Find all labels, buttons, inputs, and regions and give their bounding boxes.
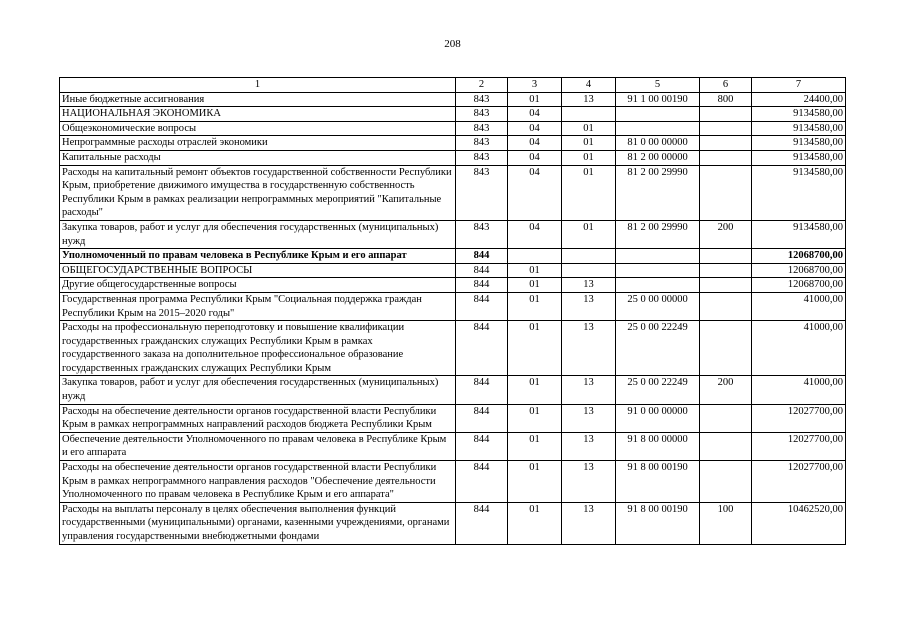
- department-code-cell: 843: [456, 150, 508, 165]
- subsection-cell: [562, 249, 616, 264]
- section-cell: 01: [508, 292, 562, 320]
- expense-type-cell: [700, 321, 752, 376]
- expense-name-cell: Расходы на профессиональную переподготовку и повышение квалификации государственных гражданских служащих Республики Крым в рамках государственного заказа на дополнительное профессиональное образование государственных гражданских служащих Республики Крым: [60, 321, 456, 376]
- column-number: 5: [616, 78, 700, 93]
- table-row: [60, 432, 846, 460]
- subsection-cell: 13: [562, 292, 616, 320]
- department-code-cell: 843: [456, 92, 508, 107]
- expense-name-cell: Расходы на капитальный ремонт объектов государственной собственности Республики Крым, приобретение движимого имущества в государственную собственность Республики Крым в рамках реализации непрограммных мероприятий "Капитальные расходы": [60, 165, 456, 220]
- department-code-cell: 844: [456, 263, 508, 278]
- section-cell: 04: [508, 121, 562, 136]
- target-article-cell: 91 8 00 00190: [616, 461, 700, 503]
- expense-name-cell: Другие общегосударственные вопросы: [60, 278, 456, 293]
- section-cell: 04: [508, 107, 562, 122]
- subsection-cell: 01: [562, 165, 616, 220]
- amount-cell: 41000,00: [752, 292, 846, 320]
- expense-type-cell: [700, 150, 752, 165]
- subsection-cell: 13: [562, 461, 616, 503]
- expense-type-cell: 100: [700, 502, 752, 544]
- section-cell: 01: [508, 376, 562, 404]
- amount-cell: 24400,00: [752, 92, 846, 107]
- target-article-cell: 81 2 00 00000: [616, 150, 700, 165]
- department-code-cell: 843: [456, 220, 508, 248]
- expense-type-cell: [700, 461, 752, 503]
- section-cell: 01: [508, 278, 562, 293]
- amount-cell: 12068700,00: [752, 249, 846, 264]
- table-row: [60, 150, 846, 165]
- amount-cell: 10462520,00: [752, 502, 846, 544]
- expense-type-cell: 200: [700, 220, 752, 248]
- expense-type-cell: [700, 432, 752, 460]
- department-code-cell: 844: [456, 461, 508, 503]
- expense-type-cell: [700, 263, 752, 278]
- section-cell: 04: [508, 220, 562, 248]
- amount-cell: 9134580,00: [752, 136, 846, 151]
- column-number: 4: [562, 78, 616, 93]
- amount-cell: 9134580,00: [752, 165, 846, 220]
- expense-name-cell: Иные бюджетные ассигнования: [60, 92, 456, 107]
- amount-cell: 9134580,00: [752, 220, 846, 248]
- department-code-cell: 844: [456, 249, 508, 264]
- target-article-cell: 81 2 00 29990: [616, 165, 700, 220]
- expense-name-cell: Уполномоченный по правам человека в Республике Крым и его аппарат: [60, 249, 456, 264]
- department-code-cell: 843: [456, 136, 508, 151]
- department-code-cell: 844: [456, 278, 508, 293]
- expense-type-cell: [700, 107, 752, 122]
- page-number: 208: [444, 38, 461, 50]
- expense-type-cell: [700, 136, 752, 151]
- expense-name-cell: Общеэкономические вопросы: [60, 121, 456, 136]
- expense-name-cell: Капитальные расходы: [60, 150, 456, 165]
- table-row: [60, 376, 846, 404]
- department-code-cell: 843: [456, 107, 508, 122]
- amount-cell: 12068700,00: [752, 263, 846, 278]
- expense-name-cell: Расходы на обеспечение деятельности органов государственной власти Республики Крым в рамках непрограммных направлений расходов бюджета Республики Крым: [60, 404, 456, 432]
- department-code-cell: 844: [456, 376, 508, 404]
- amount-cell: 9134580,00: [752, 121, 846, 136]
- expense-type-cell: [700, 165, 752, 220]
- expense-name-cell: Государственная программа Республики Крым "Социальная поддержка граждан Республики Крым на 2015–2020 годы": [60, 292, 456, 320]
- amount-cell: 9134580,00: [752, 107, 846, 122]
- column-number-row: [60, 78, 846, 93]
- subsection-cell: 13: [562, 278, 616, 293]
- expense-type-cell: [700, 249, 752, 264]
- column-number: 7: [752, 78, 846, 93]
- expense-type-cell: [700, 121, 752, 136]
- expense-name-cell: Закупка товаров, работ и услуг для обеспечения государственных (муниципальных) нужд: [60, 220, 456, 248]
- table-row: [60, 321, 846, 376]
- expense-name-cell: НАЦИОНАЛЬНАЯ ЭКОНОМИКА: [60, 107, 456, 122]
- target-article-cell: 91 0 00 00000: [616, 404, 700, 432]
- table-row: [60, 136, 846, 151]
- section-cell: 01: [508, 461, 562, 503]
- amount-cell: 41000,00: [752, 376, 846, 404]
- table-row: [60, 107, 846, 122]
- section-cell: 01: [508, 432, 562, 460]
- section-cell: [508, 249, 562, 264]
- department-code-cell: 844: [456, 321, 508, 376]
- table-row: [60, 292, 846, 320]
- amount-cell: 12027700,00: [752, 432, 846, 460]
- section-cell: 01: [508, 404, 562, 432]
- department-code-cell: 844: [456, 292, 508, 320]
- expense-type-cell: 200: [700, 376, 752, 404]
- section-cell: 01: [508, 92, 562, 107]
- subsection-cell: 13: [562, 376, 616, 404]
- section-cell: 04: [508, 165, 562, 220]
- expense-type-cell: [700, 292, 752, 320]
- target-article-cell: 81 2 00 29990: [616, 220, 700, 248]
- expense-name-cell: Расходы на выплаты персоналу в целях обеспечения выполнения функций государственными (муниципальными) органами, казенными учреждениями, органами управления государственными внебюджетными фондами: [60, 502, 456, 544]
- table-row: [60, 121, 846, 136]
- table-row: [60, 404, 846, 432]
- amount-cell: 12027700,00: [752, 461, 846, 503]
- department-code-cell: 844: [456, 502, 508, 544]
- subsection-cell: [562, 107, 616, 122]
- subsection-cell: 13: [562, 404, 616, 432]
- target-article-cell: [616, 263, 700, 278]
- department-code-cell: 844: [456, 432, 508, 460]
- target-article-cell: 91 8 00 00190: [616, 502, 700, 544]
- subsection-cell: 01: [562, 121, 616, 136]
- section-cell: 01: [508, 321, 562, 376]
- expense-name-cell: Закупка товаров, работ и услуг для обеспечения государственных (муниципальных) нужд: [60, 376, 456, 404]
- target-article-cell: 81 0 00 00000: [616, 136, 700, 151]
- target-article-cell: [616, 121, 700, 136]
- column-number: 1: [60, 78, 456, 93]
- target-article-cell: 25 0 00 00000: [616, 292, 700, 320]
- table-row: [60, 165, 846, 220]
- table-row: [60, 502, 846, 544]
- expense-name-cell: Расходы на обеспечение деятельности органов государственной власти Республики Крым в рамках непрограммного направления расходов "Обеспечение деятельности Уполномоченного по правам человека в Республике Крым и его аппарата": [60, 461, 456, 503]
- expense-name-cell: ОБЩЕГОСУДАРСТВЕННЫЕ ВОПРОСЫ: [60, 263, 456, 278]
- table-row: [60, 92, 846, 107]
- amount-cell: 9134580,00: [752, 150, 846, 165]
- target-article-cell: [616, 107, 700, 122]
- section-cell: 04: [508, 150, 562, 165]
- expense-type-cell: 800: [700, 92, 752, 107]
- table-row: [60, 220, 846, 248]
- column-number: 2: [456, 78, 508, 93]
- table-row: [60, 263, 846, 278]
- target-article-cell: 91 1 00 00190: [616, 92, 700, 107]
- subsection-cell: 13: [562, 92, 616, 107]
- expense-name-cell: Обеспечение деятельности Уполномоченного по правам человека в Республике Крым и его аппарата: [60, 432, 456, 460]
- target-article-cell: 25 0 00 22249: [616, 321, 700, 376]
- expense-type-cell: [700, 278, 752, 293]
- table-row: [60, 278, 846, 293]
- target-article-cell: 91 8 00 00000: [616, 432, 700, 460]
- subsection-cell: 13: [562, 321, 616, 376]
- table-row: [60, 461, 846, 503]
- column-number: 3: [508, 78, 562, 93]
- amount-cell: 41000,00: [752, 321, 846, 376]
- column-number: 6: [700, 78, 752, 93]
- expense-type-cell: [700, 404, 752, 432]
- section-cell: 01: [508, 263, 562, 278]
- target-article-cell: [616, 249, 700, 264]
- section-cell: 01: [508, 502, 562, 544]
- section-cell: 04: [508, 136, 562, 151]
- table-row: [60, 249, 846, 264]
- amount-cell: 12068700,00: [752, 278, 846, 293]
- budget-table: [59, 77, 846, 545]
- department-code-cell: 843: [456, 121, 508, 136]
- subsection-cell: 13: [562, 502, 616, 544]
- expense-name-cell: Непрограммные расходы отраслей экономики: [60, 136, 456, 151]
- target-article-cell: 25 0 00 22249: [616, 376, 700, 404]
- department-code-cell: 844: [456, 404, 508, 432]
- amount-cell: 12027700,00: [752, 404, 846, 432]
- target-article-cell: [616, 278, 700, 293]
- subsection-cell: 01: [562, 220, 616, 248]
- subsection-cell: 01: [562, 136, 616, 151]
- subsection-cell: 13: [562, 432, 616, 460]
- subsection-cell: [562, 263, 616, 278]
- department-code-cell: 843: [456, 165, 508, 220]
- subsection-cell: 01: [562, 150, 616, 165]
